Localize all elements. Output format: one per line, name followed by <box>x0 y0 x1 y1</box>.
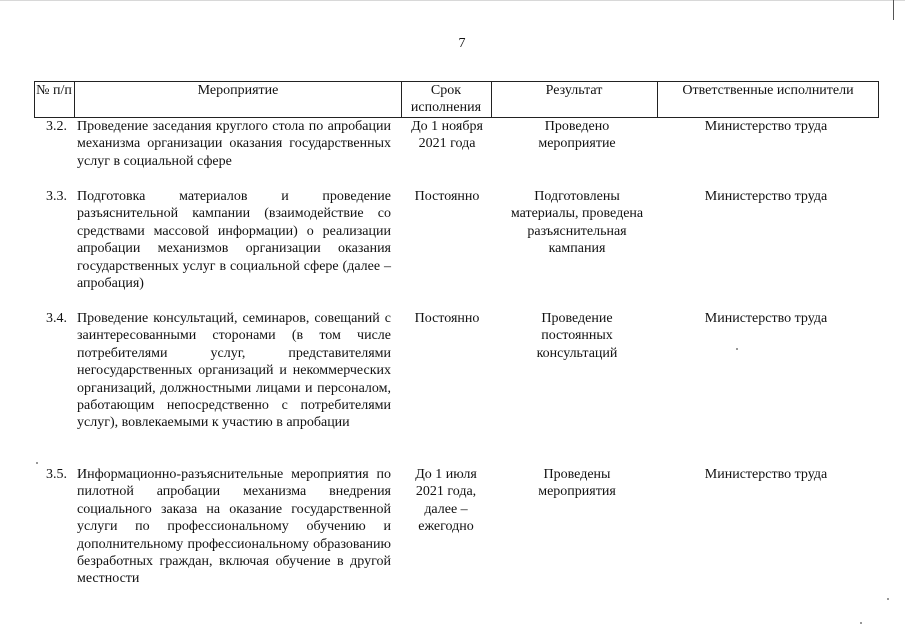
header-divider-6 <box>878 81 879 118</box>
row-3-5-result: Проведены мероприятия <box>538 467 616 500</box>
row-3-5-num: 3.5. <box>46 467 67 482</box>
row-3-3-deadline: Постоянно <box>414 189 480 204</box>
page-right-edge <box>893 0 894 20</box>
page-top-edge <box>0 0 905 1</box>
row-3-2-num: 3.2. <box>46 119 67 134</box>
scan-speck <box>736 348 738 350</box>
header-divider-3 <box>401 81 402 118</box>
row-3-3-responsible: Министерство труда <box>704 189 828 204</box>
row-3-5-measure: Информационно-разъяснительные мероприятия по пилотной апробации механизма внедрения социального заказа на оказание государственной услуги по профессиональному обучению и дополнительному профессиональному образованию безработных граждан, включая обучение в другой местности <box>77 467 391 587</box>
row-3-3-measure: Подготовка материалов и проведение разъяснительной кампании (взаимодействие со средствами массовой информации) о реализации апробации механизмов организации оказания государственных услуг в социальной сфере (далее – апробация) <box>77 189 391 292</box>
header-result: Результат <box>545 83 603 98</box>
row-3-2-responsible: Министерство труда <box>704 119 828 134</box>
row-3-2-deadline: До 1 ноября 2021 года <box>411 119 483 152</box>
header-deadline: Срок исполнения <box>410 83 482 116</box>
scan-speck <box>860 622 862 624</box>
page-number: 7 <box>458 36 466 51</box>
header-divider-5 <box>657 81 658 118</box>
row-3-3-result: Подготовлены материалы, проведена разъяснительная кампания <box>510 189 644 257</box>
row-3-5-deadline: До 1 июля 2021 года, далее – ежегодно <box>415 467 477 535</box>
row-3-2-measure: Проведение заседания круглого стола по апробации механизма организации оказания государственных услуг в социальной сфере <box>77 119 391 169</box>
row-3-5-responsible: Министерство труда <box>704 467 828 482</box>
row-3-4-measure: Проведение консультаций, семинаров, совещаний с заинтересованными сторонами (в том числе потребителями услуг, представителями негосударственных организаций и некоммерческих организаций, должностными лицами и персоналом, работающим непосредственно с потребителями услуг), вовлекаемыми к участию в апробации <box>77 311 391 431</box>
scan-speck <box>36 462 38 464</box>
header-responsible: Ответственные исполнители <box>682 83 854 98</box>
row-3-4-deadline: Постоянно <box>414 311 480 326</box>
header-divider-4 <box>491 81 492 118</box>
header-measure: Мероприятие <box>197 83 279 98</box>
row-3-4-responsible: Министерство труда <box>704 311 828 326</box>
row-3-4-num: 3.4. <box>46 311 67 326</box>
scan-speck <box>887 598 889 600</box>
row-3-2-result: Проведено мероприятие <box>538 119 616 152</box>
row-3-4-result: Проведение постоянных консультаций <box>536 311 618 361</box>
header-num: № п/п <box>36 83 72 98</box>
row-3-3-num: 3.3. <box>46 189 67 204</box>
